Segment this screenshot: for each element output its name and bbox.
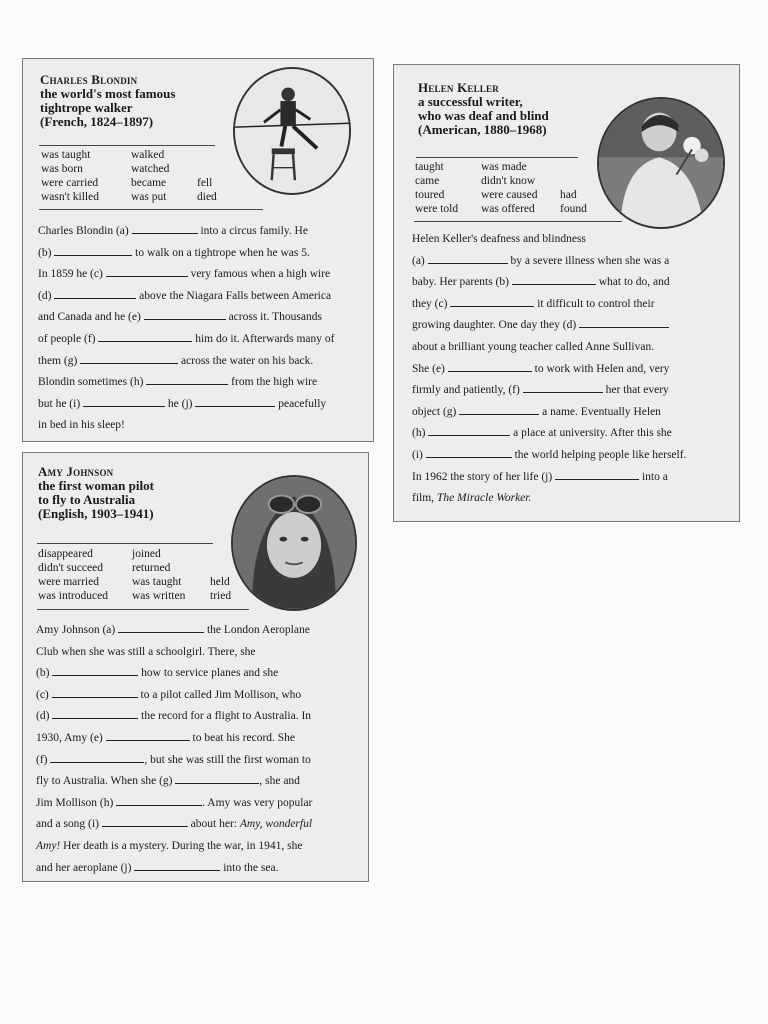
word-option: were married <box>38 576 99 588</box>
word-option: held <box>210 576 230 588</box>
word-option: found <box>560 203 587 215</box>
text-line: object (g) a name. Eventually Helen <box>412 405 661 418</box>
text-line: Club when she was still a schoolgirl. There, she <box>36 645 256 658</box>
blondin-card <box>22 58 374 442</box>
johnson-heading <box>38 465 238 521</box>
text-line: 1930, Amy (e) to beat his record. She <box>36 731 296 744</box>
text-line: fly to Australia. When she (g) , she and <box>36 775 300 788</box>
answer-blank-c[interactable] <box>450 297 534 307</box>
blondin-portrait <box>233 67 351 195</box>
keller-subtitle-1: a successful writer, <box>418 94 523 109</box>
word-option: wasn't killed <box>41 191 99 203</box>
answer-blank-d[interactable] <box>579 318 669 328</box>
word-option: was taught <box>41 149 91 161</box>
answer-blank-h[interactable] <box>428 426 510 436</box>
keller-portrait <box>597 97 725 229</box>
answer-blank-e[interactable] <box>144 310 226 320</box>
text-line: In 1859 he (c) very famous when a high wire <box>38 268 331 281</box>
word-option: was born <box>41 163 83 175</box>
text-line: (d) the record for a flight to Australia. In <box>36 710 312 723</box>
word-option: was introduced <box>38 590 108 602</box>
word-option: tried <box>210 590 232 602</box>
text-line: growing daughter. One day they (d) <box>412 315 737 337</box>
word-option: were told <box>415 203 459 215</box>
text-line: She (e) to work with Helen and, very <box>412 362 670 375</box>
answer-blank-b[interactable] <box>52 666 138 676</box>
word-option: had <box>560 189 577 201</box>
tightrope-walker-illustration <box>235 69 349 193</box>
word-option: became <box>131 177 167 189</box>
answer-blank-b[interactable] <box>54 246 132 256</box>
johnson-subtitle-2: to fly to Australia <box>38 492 136 507</box>
text-line: (c) to a pilot called Jim Mollison, who <box>36 688 302 701</box>
keller-heading <box>418 81 608 137</box>
keller-word-box <box>415 161 605 217</box>
word-option: returned <box>132 562 171 574</box>
answer-blank-h[interactable] <box>146 375 228 385</box>
text-line: but he (i) he (j) peacefully <box>38 397 327 410</box>
text-line: (b) how to service planes and she <box>36 667 279 680</box>
blondin-subtitle-2: tightrope walker <box>40 100 133 115</box>
word-option: walked <box>131 149 165 161</box>
answer-blank-c[interactable] <box>52 688 138 698</box>
answer-blank-d[interactable] <box>54 289 136 299</box>
word-option: was put <box>131 191 167 203</box>
text-line: and her aeroplane (j) into the sea. <box>36 861 279 874</box>
text-line: Jim Mollison (h) . Amy was very popular <box>36 796 313 809</box>
answer-blank-i[interactable] <box>102 817 188 827</box>
answer-blank-j[interactable] <box>195 397 275 407</box>
johnson-origin: (English, 1903–1941) <box>38 506 154 521</box>
word-option: died <box>197 191 217 203</box>
blondin-heading <box>40 73 240 129</box>
text-line: baby. Her parents (b) what to do, and <box>412 276 670 289</box>
answer-blank-d[interactable] <box>52 709 138 719</box>
text-line: (f) , but she was still the first woman to <box>36 753 311 766</box>
keller-exercise-text <box>412 229 737 510</box>
text-line: Amy Johnson (a) the London Aeroplane <box>36 624 310 636</box>
answer-blank-a[interactable] <box>132 224 198 234</box>
text-line: firmly and patiently, (f) her that every <box>412 384 669 397</box>
answer-blank-a[interactable] <box>118 623 204 633</box>
text-line: and Canada and he (e) across it. Thousands <box>38 311 322 324</box>
text-line: film, The Miracle Worker. <box>412 492 532 505</box>
word-option: were caused <box>481 189 538 201</box>
word-option: came <box>415 175 440 187</box>
text-line: Blondin sometimes (h) from the high wire <box>38 376 318 389</box>
word-option: taught <box>415 161 444 173</box>
word-option: was offered <box>481 203 535 215</box>
johnson-word-box <box>38 548 248 604</box>
answer-blank-j[interactable] <box>134 861 220 871</box>
text-line: them (g) across the water on his back. <box>38 354 314 367</box>
word-option: didn't know <box>481 175 536 187</box>
answer-blank-e[interactable] <box>448 362 532 372</box>
text-line: of people (f) him do it. Afterwards many of <box>38 332 335 345</box>
word-option: was taught <box>132 576 182 588</box>
blondin-exercise-text <box>38 221 368 437</box>
woman-with-flowers-photo <box>599 99 723 227</box>
blondin-origin: (French, 1824–1897) <box>40 114 154 129</box>
answer-blank-g[interactable] <box>80 354 178 364</box>
answer-blank-g[interactable] <box>175 774 259 784</box>
text-line: (a) by a severe illness when she was a <box>412 254 670 267</box>
johnson-portrait <box>231 475 357 611</box>
johnson-subtitle-1: the first woman pilot <box>38 478 154 493</box>
word-option: fell <box>197 177 213 189</box>
text-line: Amy! Her death is a mystery. During the war, in 1941, she <box>36 839 303 852</box>
answer-blank-j[interactable] <box>555 470 639 480</box>
word-option: were carried <box>41 177 99 189</box>
word-option: was written <box>132 590 186 602</box>
blondin-word-box <box>41 149 241 205</box>
word-option: was made <box>481 161 527 173</box>
text-line: In 1962 the story of her life (j) into a <box>412 470 668 483</box>
answer-blank-i[interactable] <box>83 397 165 407</box>
keller-card <box>393 64 740 522</box>
answer-blank-f[interactable] <box>98 332 192 342</box>
text-line: in bed in his sleep! <box>38 419 125 432</box>
text-line: (b) to walk on a tightrope when he was 5. <box>38 246 310 259</box>
blondin-subtitle-1: the world's most famous <box>40 86 176 101</box>
answer-blank-b[interactable] <box>512 275 596 285</box>
answer-blank-f[interactable] <box>50 753 144 763</box>
answer-blank-g[interactable] <box>459 405 539 415</box>
answer-blank-h[interactable] <box>116 796 202 806</box>
johnson-exercise-text <box>36 620 366 879</box>
keller-origin: (American, 1880–1968) <box>418 122 547 137</box>
johnson-card <box>22 452 369 882</box>
text-line: and a song (i) about her: Amy, wonderful <box>36 818 313 831</box>
answer-blank-a[interactable] <box>428 254 508 264</box>
answer-blank-c[interactable] <box>106 267 188 277</box>
pilot-with-goggles-photo <box>233 477 355 609</box>
text-line: (i) the world helping people like herself. <box>412 448 687 461</box>
word-option: disappeared <box>38 548 93 560</box>
text-line: (h) a place at university. After this she <box>412 427 672 440</box>
text-line: Charles Blondin (a) into a circus family. He <box>38 225 308 237</box>
johnson-name: Amy Johnson <box>38 464 114 479</box>
text-line: about a brilliant young teacher called Anne Sullivan. <box>412 340 655 353</box>
word-option: didn't succeed <box>38 562 103 574</box>
text-line: (d) above the Niagara Falls between America <box>38 289 332 302</box>
word-option: joined <box>132 548 161 560</box>
word-option: watched <box>131 163 170 175</box>
answer-blank-e[interactable] <box>106 731 190 741</box>
keller-subtitle-2: who was deaf and blind <box>418 108 549 123</box>
blondin-name: Charles Blondin <box>40 72 138 87</box>
text-line: they (c) it difficult to control their <box>412 297 655 310</box>
word-option: toured <box>415 189 445 201</box>
answer-blank-i[interactable] <box>426 448 512 458</box>
answer-blank-f[interactable] <box>523 383 603 393</box>
keller-name: Helen Keller <box>418 80 499 95</box>
text-line: Helen Keller's deafness and blindness <box>412 233 586 245</box>
